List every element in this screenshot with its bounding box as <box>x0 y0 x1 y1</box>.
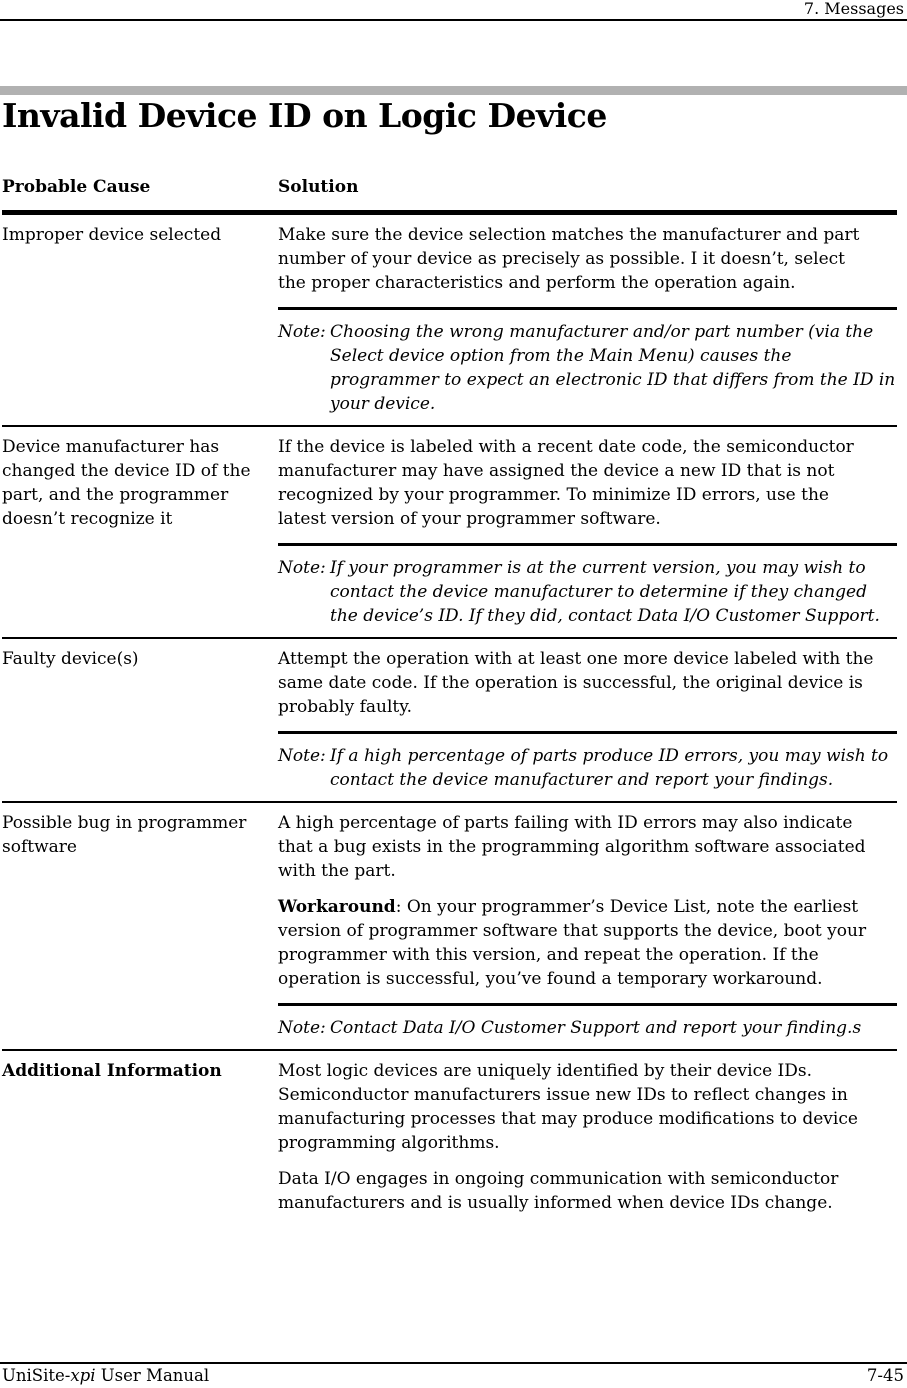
note-text: If a high percentage of parts produce ID errors, you may wish to contact the device manufacturer and report your findings. <box>330 746 889 790</box>
solution-cell <box>278 1059 897 1215</box>
table-row <box>2 427 897 639</box>
note-block <box>278 543 897 628</box>
note-text: Choosing the wrong manufacturer and/or part number (via the Select device option from the Main Menu) causes the programmer to expect an electronic ID that differs from the ID in your device. <box>330 322 896 414</box>
note-block <box>278 1003 897 1040</box>
page-title: Invalid Device ID on Logic Device <box>2 96 607 135</box>
note-block <box>278 307 897 416</box>
solution-paragraph: If the device is labeled with a recent date code, the semiconductor manufacturer may have assigned the device a new ID that is not recognized by your programmer. To minimize ID errors, use the latest version of your programmer software. <box>278 437 854 529</box>
probable-cause-table <box>2 163 897 1224</box>
footer-page-number: 7-45 <box>866 1366 904 1385</box>
cause-cell: Faulty device(s) <box>2 649 139 669</box>
table-row <box>2 1051 897 1224</box>
note-label: Note: <box>278 746 326 766</box>
workaround-label: Workaround <box>278 897 396 917</box>
solution-cell <box>278 811 897 1040</box>
workaround-text: : On your programmer’s Device List, note the earliest version of programmer software that supports the device, boot your programmer with this version, and repeat the operation. If the operation is successful, you’ve found a temporary workaround. <box>278 897 867 989</box>
cause-cell: Possible bug in programmer software <box>2 813 247 857</box>
chapter-label: 7. Messages <box>803 0 904 18</box>
note-label: Note: <box>278 558 326 578</box>
table-header-row <box>2 163 897 215</box>
table-row <box>2 215 897 427</box>
footer-manual-title: UniSite-xpi User Manual <box>2 1366 210 1385</box>
table-row <box>2 803 897 1051</box>
note-text: Contact Data I/O Customer Support and report your finding.s <box>330 1018 862 1038</box>
solution-paragraph: Data I/O engages in ongoing communication with semiconductor manufacturers and is usually informed when device IDs change. <box>278 1169 839 1213</box>
running-header <box>0 0 907 21</box>
solution-paragraph: Most logic devices are uniquely identified by their device IDs. Semiconductor manufacturers issue new IDs to reflect changes in manufacturing processes that may produce modifications to device programming algorithms. <box>278 1061 858 1153</box>
solution-paragraph: A high percentage of parts failing with ID errors may also indicate that a bug exists in the programming algorithm software associated with the part. <box>278 813 866 881</box>
cause-cell-additional-information: Additional Information <box>2 1061 222 1081</box>
note-block <box>278 731 897 792</box>
solution-cell <box>278 647 897 792</box>
solution-cell <box>278 223 897 416</box>
solution-paragraph: Attempt the operation with at least one more device labeled with the same date code. If the operation is successful, the original device is probably faulty. <box>278 649 874 717</box>
section-divider-bar <box>0 86 907 95</box>
page-footer <box>0 1362 907 1388</box>
cause-cell: Improper device selected <box>2 225 222 245</box>
note-text: If your programmer is at the current version, you may wish to contact the device manufacturer to determine if they changed the device’s ID. If they did, contact Data I/O Customer Support. <box>330 558 880 626</box>
note-label: Note: <box>278 322 326 342</box>
solution-paragraph: Make sure the device selection matches the manufacturer and part number of your device as precisely as possible. I it doesn’t, select the proper characteristics and perform the operation again. <box>278 225 860 293</box>
footer-manual-title-italic: xpi <box>70 1366 96 1385</box>
workaround-paragraph <box>278 895 897 991</box>
cause-cell: Device manufacturer has changed the device ID of the part, and the programmer doesn’t recognize it <box>2 437 251 529</box>
column-header-probable-cause: Probable Cause <box>2 177 151 197</box>
column-header-solution: Solution <box>278 177 359 197</box>
table-row <box>2 639 897 803</box>
note-label: Note: <box>278 1018 326 1038</box>
solution-cell <box>278 435 897 628</box>
